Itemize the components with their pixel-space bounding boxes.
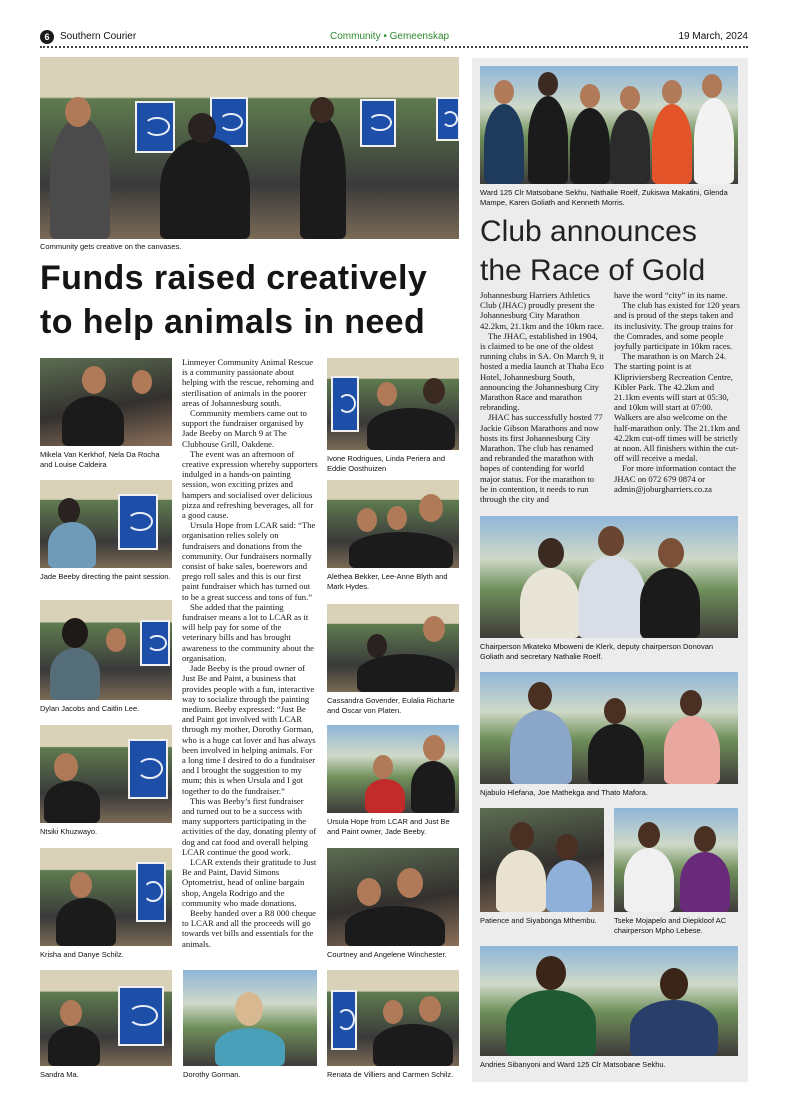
caption-c7: Alethea Bekker, Lee-Anne Blyth and Mark Hydes. [327,572,448,591]
body-paragraph: She added that the painting fundraiser means a lot to LCAR as it will help pay for some of the veterinary bills and has brought awareness to the community about the organisation. [182,601,314,663]
photo-patience-siyabonga [480,808,604,912]
club-body-paragraph: The marathon is on March 24. The starting point is at Klipriviersberg Recreation Centre, Kibler Park. The 42.2km and 21.1km events will start at 05:30, and 10km will start at 07:00. Walkers are also welcome on the half-marathon only. The 21.1km and 42.2km cut-off times will be strictly at noon. All finishers within the cut-off will receive a medal. [614,351,740,464]
club-body-paragraph: The club has existed for 120 years and is proud of the steps taken and its inclusivity. The group trains for the Comrades, and some people joyfully participate in 10km races. [614,300,740,352]
photo-tseke-mpho [614,808,738,912]
photo-chairperson-group [480,516,738,638]
photo-sandra-ma [40,970,172,1066]
caption-chairperson: Chairperson Mkateko Mboweni de Klerk, deputy chairperson Donovan Goliath and secretary Nathalie Roelf. [480,642,714,661]
caption-c5: Krisha and Danye Schilz. [40,950,124,959]
club-headline-line-1: Club announces [480,215,697,248]
photo-cassandra-eulalia-oscar [327,604,459,692]
caption-c4: Ntsiki Khuzwayo. [40,827,98,836]
page-number: 6 [40,30,54,44]
caption-c13: Renata de Villiers and Carmen Schilz. [327,1070,454,1079]
caption-c11: Sandra Ma. [40,1070,79,1079]
caption-c12: Dorothy Gorman. [183,1070,241,1079]
body-paragraph: Jade Beeby is the proud owner of Just Be and Paint, a business that provides people with a fun, interactive way to socialize through the painting medium. Beeby expressed: “Just Be and Paint got involved with LCAR through my mother, Dorothy Gorman, who is a huge cat lover and has always been involved in helping animals. For a long time I desired to do a fundraiser and I brought the suggestion to my mum; this is when Ursula and I got together to do the fundraiser.” [182,663,316,796]
photo-ntsiki [40,725,172,823]
caption-c8: Cassandra Govender, Eulalia Richarte and Oscar von Platen. [327,696,455,715]
body-paragraph: LCAR extends their gratitude to Just Be and Paint, David Simons Optometrist, head of online bargain shop, Angela Rodrigo and the community who made donations. [182,856,317,908]
photo-dylan-caitlin [40,600,172,700]
photo-krisha-danye [40,848,172,946]
caption-c1: Mikela Van Kerkhof, Nela Da Rocha and Louise Caldeira [40,450,160,469]
publication-name: Southern Courier [60,31,137,42]
caption-tseke: Tseke Mojapelo and Diepkloof AC chairperson Mpho Lebese. [614,916,727,935]
article-body-club-col2 [614,290,740,510]
photo-ursula-jade [327,725,459,813]
body-paragraph: Linmeyer Community Animal Rescue is a community passionate about helping with the rescue, rehoming and sterilisation of animals in the poorer areas of Johannesburg south. [182,357,314,408]
caption-c6: Ivone Rodrigues, Linda Periera and Eddie Oosthuizen [327,454,445,473]
page-header [40,30,748,46]
body-paragraph: Beeby handed over a R8 000 cheque to LCAR and all the proceeds will go towards vet bills and essentials for the animals. [182,907,316,949]
caption-ward-125: Ward 125 Clr Matsobane Sekhu, Nathalie Roelf, Zukiswa Makatini, Glenda Mampe, Karen Goliath and Kenneth Morris. [480,188,728,207]
photo-andries-matsobane [480,946,738,1056]
body-paragraph: Ursula Hope from LCAR said: “The organisation relies solely on fundraisers and donations from the community. Our fundraisers normally consist of bake sales, boerewors and prego roll sales and this is our first paint fundraiser which has turned out to be a great success and tons of fun.” [182,520,316,602]
body-paragraph: This was Beeby’s first fundraiser and turned out to be a success with many supporters participating in the activities of the day, donating plenty of dog and cat food and overall helping LCAR continue the good work. [182,795,317,857]
photo-dorothy-gorman [183,970,317,1066]
issue-date: 19 March, 2024 [678,31,748,42]
headline-funds-raised [40,256,450,344]
body-paragraph: Community members came out to support the fundraiser organised by Jade Beeby on March 9 at The Clubhouse Grill, Oakdene. [182,408,307,449]
article-body-club-col1 [480,290,604,510]
caption-c10: Courtney and Angelene Winchester. [327,950,447,959]
club-body-paragraph: For more information contact the JHAC on 072 679 0874 or admin@joburgharriers.co.za [614,463,737,494]
article-body-funds [182,357,318,957]
club-body-paragraph: JHAC has successfully hosted 77 Jackie Gibson Marathons and now hosts its first Johannesburg City Marathon. The club has renamed and rebranded the marathon with hopes of contending for world major status. For the marathon to be in contention, it needs to run through the city and [480,412,603,505]
photo-painting-event [40,57,459,239]
photo-courtney-angelene [327,848,459,946]
photo-ward-125-group [480,66,738,184]
photo-alethea-leeanne-mark [327,480,459,568]
headline-line-1: Funds raised creatively [40,259,428,297]
caption-top-photo: Community gets creative on the canvases. [40,242,182,251]
caption-c2: Jade Beeby directing the paint session. [40,572,171,581]
caption-andries: Andries Sibanyoni and Ward 125 Clr Matsobane Sekhu. [480,1060,666,1069]
section-title: Community • Gemeenskap [330,31,450,42]
caption-c3: Dylan Jacobs and Caitlin Lee. [40,704,140,713]
headline-club-race [480,212,742,290]
club-headline-line-2: the Race of Gold [480,254,706,287]
body-paragraph: The event was an afternoon of creative expression whereby supporters indulged in a hands-on painting session, won exciting prizes and hampers and socialised over delicious pizza and refreshing beverages, all for a good cause. [182,448,318,521]
header-divider [40,46,748,48]
headline-line-2: to help animals in need [40,303,426,341]
photo-renata-carmen [327,970,459,1066]
photo-jade-beeby [40,480,172,568]
photo-njabulo-joe-thato [480,672,738,784]
caption-patience: Patience and Siyabonga Mthembu. [480,916,597,925]
caption-njabulo: Njabulo Hlefana, Joe Mathekga and Thato Mafora. [480,788,648,797]
club-body-paragraph: The JHAC, established in 1904, is claimed to be one of the oldest running clubs in SA. On March 9, it hosted a media launch at Thaba Eco Hotel, Johannesburg South, announcing the Johannesburg City Marathon Race and marathon rebranding. [480,330,604,413]
caption-c9: Ursula Hope from LCAR and Just Be and Paint owner, Jade Beeby. [327,817,450,836]
photo-mikela-nela-louise [40,358,172,446]
club-body-paragraph: Johannesburg Harriers Athletics Club (JHAC) proudly present the Johannesburg City Marathon 42.2km, 21.1km and the 10km race. [480,290,604,331]
club-body-paragraph: have the word “city” in its name. [614,290,728,300]
photo-ivone-linda-eddie [327,358,459,450]
